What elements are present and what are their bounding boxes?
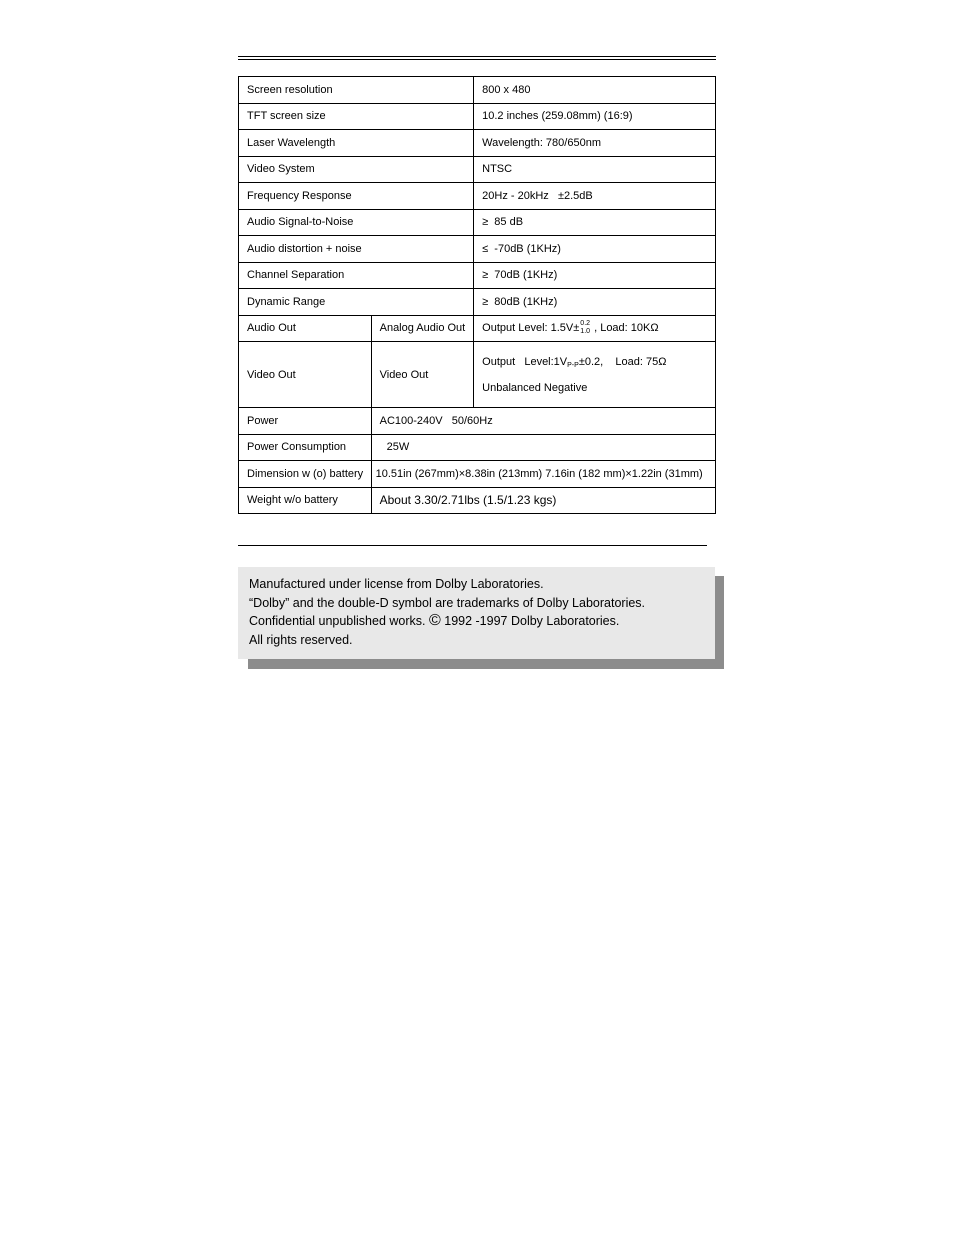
video-out-subscript: P-P [567,361,579,369]
spec-value [474,342,716,408]
header-rule-bottom [238,59,716,60]
video-out-line2: Unbalanced Negative [482,381,588,394]
spec-row-video-out [239,342,716,408]
spec-row-tft-size [239,103,716,130]
tolerance-down: 1.0 [580,328,591,336]
spec-value: Wavelength: 780/650nm [474,130,716,157]
spec-row-screen-resolution [239,77,716,104]
spec-row-weight [239,487,716,514]
spec-row-dynamic-range [239,289,716,316]
spec-value: About 3.30/2.71lbs (1.5/1.23 kgs) [371,487,715,514]
spec-row-audio-distortion [239,236,716,263]
spec-value: 10.2 inches (259.08mm) (16:9) [474,103,716,130]
spec-value: 800 x 480 [474,77,716,104]
spec-row-audio-snr [239,209,716,236]
spec-label: Power Consumption [239,434,372,461]
spec-value: ≥ 80dB (1KHz) [474,289,716,316]
spec-label: Video System [239,156,474,183]
spec-label: Audio distortion + noise [239,236,474,263]
notice-line-3 [249,612,704,631]
spec-label: Weight w/o battery [239,487,372,514]
spec-value [474,315,716,342]
specifications-table [238,76,716,514]
spec-row-channel-separation [239,262,716,289]
section-divider [238,545,707,546]
header-rule-top [238,56,716,57]
spec-label: Dynamic Range [239,289,474,316]
spec-label: Laser Wavelength [239,130,474,157]
video-out-line1 [482,351,707,377]
spec-label: Screen resolution [239,77,474,104]
spec-value: ≥ 70dB (1KHz) [474,262,716,289]
spec-label: Channel Separation [239,262,474,289]
spec-label: Audio Signal-to-Noise [239,209,474,236]
audio-out-load: , Load: 10KΩ [591,322,659,335]
dolby-notice-box [238,567,715,659]
spec-label: Power [239,408,372,435]
copyright-icon: © [428,612,441,629]
notice-line-3-text: Confidential unpublished works. [249,614,429,628]
spec-value: NTSC [474,156,716,183]
spec-sublabel: Analog Audio Out [371,315,474,342]
tolerance-up: 0.2 [580,320,591,328]
video-out-level: Output Level:1V [482,355,568,368]
spec-sublabel: Video Out [371,342,474,408]
video-out-load: ±0.2, Load: 75Ω [578,355,667,368]
spec-value: ≥ 85 dB [474,209,716,236]
spec-label: Video Out [239,342,372,408]
spec-value: ≤ -70dB (1KHz) [474,236,716,263]
spec-value: 20Hz - 20kHz ±2.5dB [474,183,716,210]
spec-label: Frequency Response [239,183,474,210]
spec-row-dimension [239,461,716,488]
spec-row-power [239,408,716,435]
spec-row-video-system [239,156,716,183]
spec-row-power-consumption [239,434,716,461]
notice-line-4: All rights reserved. [249,632,353,647]
spec-value: 25W [371,434,715,461]
spec-label: TFT screen size [239,103,474,130]
spec-value: 10.51in (267mm)×8.38in (213mm) 7.16in (182 mm)×1.22in (31mm) [371,461,715,488]
spec-row-audio-out [239,315,716,342]
notice-line-2: “Dolby” and the double-D symbol are trademarks of Dolby Laboratories. [249,595,646,610]
spec-row-frequency-response [239,183,716,210]
notice-line-1: Manufactured under license from Dolby Laboratories. [249,577,544,591]
spec-label: Audio Out [239,315,372,342]
notice-line-3-years: 1992 -1997 Dolby Laboratories. [440,614,620,628]
spec-row-laser [239,130,716,157]
audio-out-level: Output Level: 1.5V± [482,322,580,335]
spec-label: Dimension w (o) battery [239,461,372,488]
spec-value: AC100-240V 50/60Hz [371,408,715,435]
tolerance-stack [580,320,590,336]
